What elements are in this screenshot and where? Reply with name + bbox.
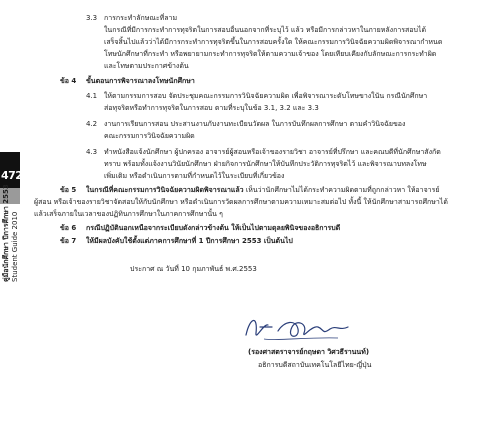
item-4-1-line: ส่อทุจริตหรือทำการทุจริตในการสอบ ตามที่ระบุในข้อ 3.1, 3.2 และ 3.3 bbox=[104, 104, 319, 112]
clause-7-text: ให้มีผลบังคับใช้ตั้งแต่ภาคการศึกษาที่ 1 ปีการศึกษา 2553 เป็นต้นไป bbox=[86, 237, 293, 245]
section-3-3-line: และโทษตามประกาศข้างต้น bbox=[104, 62, 189, 70]
clause-4-number: ข้อ 4 bbox=[60, 77, 77, 85]
clause-5-line: แล้วเสร็จภายในเวลาของปฏิทินการศึกษาในภาคการศึกษานั้น ๆ bbox=[34, 210, 223, 218]
vertical-title-english: Student Guide 2010 bbox=[11, 211, 19, 282]
section-3-3-line: เสร็จสิ้นไปแล้วว่าได้มีการกระทำการทุจริตขึ้นในการสอบครั้งใด ให้คณะกรรมการวินิจฉัยความผิดพิจารณากำหนด bbox=[104, 38, 443, 46]
item-4-2-line: คณะกรรมการวินิจฉัยความผิด bbox=[104, 132, 195, 140]
item-4-1-line: ให้ตามกรรมการสอบ จัดประชุมคณะกรรมการวินิจฉัยความผิด เพื่อพิจารณาระดับโทษขางในัน กรณีนักศึกษา bbox=[104, 92, 428, 100]
clause-7-number: ข้อ 7 bbox=[60, 237, 77, 245]
item-4-1-number: 4.1 bbox=[86, 92, 98, 100]
item-4-3-line: ทำหนังสือแจ้งนักศึกษา ผู้ปกครอง อาจารย์ผู้สอนหรือเจ้าของรายวิชา อาจารย์ที่ปรึกษา และคณบดีที่นักศึกษาสังกัด bbox=[104, 148, 441, 156]
section-3-3-line: โทษนักศึกษาที่กระทำ หรือพยายามกระทำการทุจริตให้ตามความเจ้าของ โดยเทียบเคียงกับลักษณะการกระทำผิด bbox=[104, 50, 437, 58]
vertical-running-title bbox=[2, 184, 20, 282]
clause-5-first-line-rest: เห็นว่านักศึกษาไม่ได้กระทำความผิดตามที่ถูกกล่าวหา ให้อาจารย์ bbox=[245, 186, 440, 194]
announcement-date: ประกาศ ณ วันที่ 10 กุมภาพันธ์ พ.ศ.2553 bbox=[130, 265, 257, 273]
clause-5-title: ในกรณีที่คณะกรรมการวินิจฉัยความผิดพิจารณาแล้ว bbox=[86, 186, 244, 194]
clause-6-text: กรณีปฏิบัตินอกเหนือจากระเบียบดังกล่าวข้างต้น ให้เป็นไปตามดุลยพินิจของอธิการบดี bbox=[86, 224, 341, 232]
section-3-3-number: 3.3 bbox=[86, 14, 98, 22]
page-number: 472 bbox=[1, 169, 23, 182]
clause-4-title: ขั้นตอนการพิจารณาลงโทษนักศึกษา bbox=[86, 77, 195, 85]
section-3-3-line: ในกรณีที่มีการกระทำการทุจริตในการสอบอื่นนอกจากที่ระบุไว้ แล้ว หรือมีการกล่าวหาในภายหลังการสอบได้ bbox=[104, 26, 426, 34]
clause-5-line: ผู้สอน หรือเจ้าของรายวิชาจัดสอบให้กับนักศึกษา หรือดำเนินการวัดผลการศึกษาตามความเหมาะสมต่อไป ทั้งนี้ ให้นักศึกษาสามารถศึกษาได้ bbox=[34, 198, 448, 206]
item-4-3-number: 4.3 bbox=[86, 148, 98, 156]
handwritten-signature bbox=[238, 311, 358, 347]
item-4-3-line: เพิ่มเติม หรือดำเนินการตามที่กำหนดไว้ในระเบียบที่เกี่ยวข้อง bbox=[104, 172, 285, 180]
signatory-position: อธิการบดีสถาบันเทคโนโลยีไทย-ญี่ปุ่น bbox=[258, 361, 372, 369]
item-4-3-line: ทราบ พร้อมทั้งแจ้งงานวินัยนักศึกษา ฝ่ายกิจการนักศึกษาให้บันทึกประวัติการทุจริตไว้ และพิจารณาบทลงโทษ bbox=[104, 160, 427, 168]
item-4-2-number: 4.2 bbox=[86, 120, 98, 128]
item-4-2-line: งานการเรียนการสอน ประสานงานกับงานทะเบียนวัดผล ในการบันทึกผลการศึกษา ตามคำวินิจฉัยของ bbox=[104, 120, 406, 128]
clause-6-number: ข้อ 6 bbox=[60, 224, 77, 232]
signatory-name: (รองศาสตราจารย์กฤษดา วิศวธีรานนท์) bbox=[248, 348, 370, 356]
vertical-title-thai: คู่มือนักศึกษา ปีการศึกษา 2553 bbox=[2, 184, 10, 282]
clause-5-number: ข้อ 5 bbox=[60, 186, 77, 194]
clause-5-first-line bbox=[86, 185, 439, 195]
section-3-3-title: การกระทำลักษณะที่ลาม bbox=[104, 14, 178, 22]
